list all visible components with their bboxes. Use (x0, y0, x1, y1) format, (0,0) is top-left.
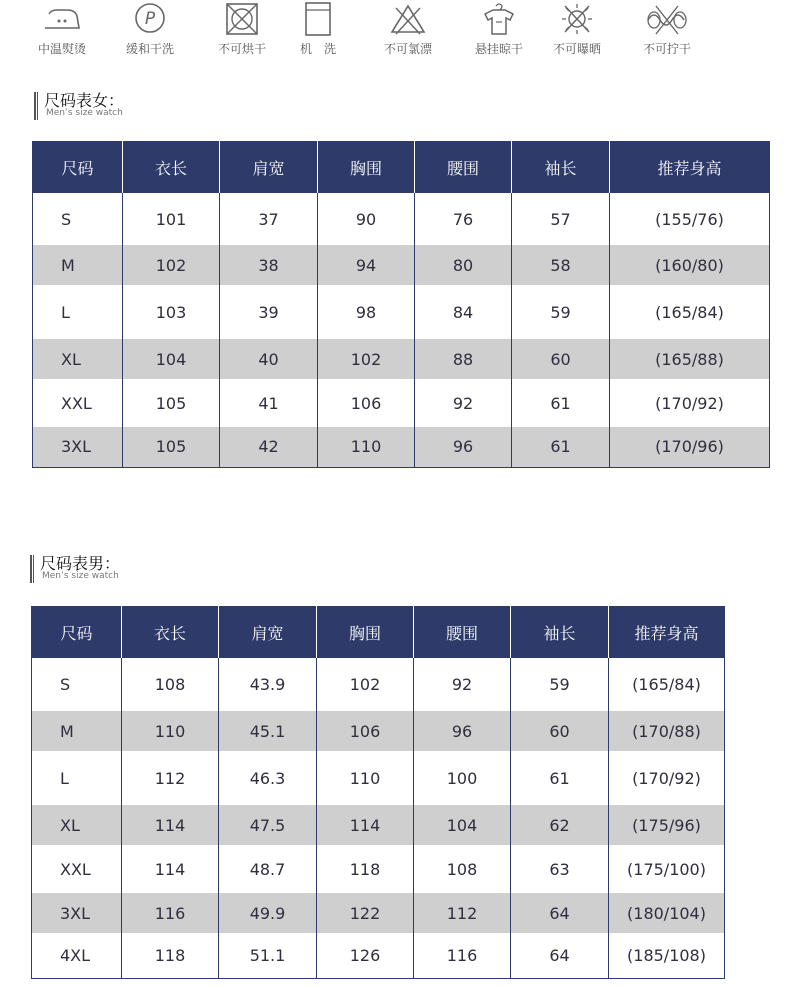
cell-chest: 102 (317, 658, 414, 711)
cell-shoulder: 46.3 (219, 751, 317, 805)
cell-length: 104 (123, 339, 220, 379)
table-row (33, 245, 770, 285)
cell-sleeve: 62 (511, 805, 609, 845)
col-header-size: 尺码 (33, 141, 123, 193)
care-item-hang-dry (459, 0, 539, 66)
cell-height: (185/108) (609, 933, 725, 978)
cell-size: XXL (32, 845, 122, 893)
dry-clean-p-icon (130, 2, 170, 38)
cell-waist: 92 (414, 658, 511, 711)
cell-shoulder: 38 (220, 245, 318, 285)
cell-waist: 92 (415, 379, 512, 427)
cell-waist: 96 (414, 711, 511, 751)
svg-text:P: P (144, 9, 156, 29)
table-row (33, 285, 770, 339)
cell-length: 116 (122, 893, 219, 933)
table-row (32, 893, 725, 933)
cell-length: 118 (122, 933, 219, 978)
no-bleach-icon (388, 2, 428, 38)
cell-chest: 102 (318, 339, 415, 379)
cell-shoulder: 49.9 (219, 893, 317, 933)
cell-size: S (32, 658, 122, 711)
cell-sleeve: 61 (512, 427, 610, 467)
cell-height: (170/92) (610, 379, 770, 427)
no-wring-icon (642, 2, 692, 38)
cell-size: L (32, 751, 122, 805)
women-title: 尺码表女： (44, 91, 125, 110)
care-label: 悬挂晾干 (474, 42, 523, 56)
cell-size: L (33, 285, 123, 339)
table-row (33, 193, 770, 245)
cell-chest: 122 (317, 893, 414, 933)
cell-size: 3XL (33, 427, 123, 467)
care-item-dryclean (110, 0, 190, 66)
col-header-shoulder: 肩宽 (219, 606, 317, 658)
cell-shoulder: 40 (220, 339, 318, 379)
iron-low-temp-icon (37, 2, 87, 38)
cell-height: (175/96) (609, 805, 725, 845)
women-size-table (32, 141, 770, 468)
cell-waist: 76 (415, 193, 512, 245)
cell-sleeve: 59 (512, 285, 610, 339)
care-label: 不可曝晒 (552, 42, 601, 56)
care-label: 缓和干洗 (125, 42, 174, 56)
cell-length: 102 (123, 245, 220, 285)
cell-sleeve: 60 (511, 711, 609, 751)
cell-height: (170/92) (609, 751, 725, 805)
care-item-no-wring (627, 0, 707, 66)
table-row (32, 933, 725, 978)
care-label: 不可氯漂 (383, 42, 432, 56)
cell-waist: 104 (414, 805, 511, 845)
cell-chest: 110 (318, 427, 415, 467)
col-header-size: 尺码 (32, 606, 122, 658)
care-item-iron (22, 0, 102, 66)
cell-height: (180/104) (609, 893, 725, 933)
cell-chest: 110 (317, 751, 414, 805)
col-header-height: 推荐身高 (610, 141, 770, 193)
col-header-sleeve: 袖长 (512, 141, 610, 193)
cell-sleeve: 64 (511, 893, 609, 933)
table-row (32, 805, 725, 845)
cell-chest: 126 (317, 933, 414, 978)
table-row (33, 379, 770, 427)
cell-size: XL (33, 339, 123, 379)
cell-length: 105 (123, 379, 220, 427)
care-item-no-bleach (368, 0, 448, 66)
cell-chest: 114 (317, 805, 414, 845)
care-item-machine-wash (278, 0, 358, 66)
col-header-chest: 胸围 (318, 141, 415, 193)
cell-size: XXL (33, 379, 123, 427)
cell-length: 108 (122, 658, 219, 711)
cell-waist: 84 (415, 285, 512, 339)
cell-size: XL (32, 805, 122, 845)
cell-size: M (33, 245, 123, 285)
care-label: 不可拧干 (642, 42, 691, 56)
cell-shoulder: 47.5 (219, 805, 317, 845)
col-header-waist: 腰围 (415, 141, 512, 193)
women-subtitle: Men’s size watch (46, 108, 123, 118)
cell-size: S (33, 193, 123, 245)
col-header-chest: 胸围 (317, 606, 414, 658)
table-row (32, 845, 725, 893)
table-row (32, 658, 725, 711)
cell-sleeve: 63 (511, 845, 609, 893)
no-sun-dry-icon (557, 2, 597, 38)
cell-shoulder: 37 (220, 193, 318, 245)
table-row (32, 751, 725, 805)
cell-shoulder: 42 (220, 427, 318, 467)
cell-sleeve: 57 (512, 193, 610, 245)
cell-shoulder: 41 (220, 379, 318, 427)
cell-sleeve: 60 (512, 339, 610, 379)
table-row (32, 711, 725, 751)
cell-length: 112 (122, 751, 219, 805)
cell-size: M (32, 711, 122, 751)
cell-length: 110 (122, 711, 219, 751)
cell-shoulder: 45.1 (219, 711, 317, 751)
col-header-length: 衣长 (123, 141, 220, 193)
cell-height: (165/84) (609, 658, 725, 711)
cell-waist: 108 (414, 845, 511, 893)
cell-height: (160/80) (610, 245, 770, 285)
cell-chest: 106 (317, 711, 414, 751)
cell-height: (165/88) (610, 339, 770, 379)
table-row (33, 339, 770, 379)
cell-sleeve: 61 (511, 751, 609, 805)
cell-height: (170/96) (610, 427, 770, 467)
cell-waist: 96 (415, 427, 512, 467)
cell-sleeve: 64 (511, 933, 609, 978)
men-size-table (31, 606, 725, 979)
col-header-height: 推荐身高 (609, 606, 725, 658)
care-instructions (0, 0, 790, 70)
cell-sleeve: 58 (512, 245, 610, 285)
hang-dry-icon (479, 2, 519, 38)
cell-height: (175/100) (609, 845, 725, 893)
cell-waist: 112 (414, 893, 511, 933)
cell-chest: 94 (318, 245, 415, 285)
col-header-sleeve: 袖长 (511, 606, 609, 658)
col-header-shoulder: 肩宽 (220, 141, 318, 193)
title-bar-divider (30, 555, 34, 583)
care-label: 不可烘干 (217, 42, 266, 56)
cell-chest: 118 (317, 845, 414, 893)
care-label: 机 洗 (299, 42, 336, 56)
cell-chest: 106 (318, 379, 415, 427)
table-row (33, 427, 770, 467)
cell-length: 114 (122, 805, 219, 845)
cell-length: 105 (123, 427, 220, 467)
cell-shoulder: 39 (220, 285, 318, 339)
cell-waist: 80 (415, 245, 512, 285)
cell-length: 101 (123, 193, 220, 245)
care-item-no-tumble (202, 0, 282, 66)
cell-shoulder: 51.1 (219, 933, 317, 978)
cell-sleeve: 59 (511, 658, 609, 711)
men-title: 尺码表男： (40, 554, 121, 573)
cell-shoulder: 48.7 (219, 845, 317, 893)
men-subtitle: Men’s size watch (42, 571, 119, 581)
table-header-row (33, 141, 770, 193)
cell-length: 103 (123, 285, 220, 339)
cell-sleeve: 61 (512, 379, 610, 427)
cell-chest: 90 (318, 193, 415, 245)
cell-length: 114 (122, 845, 219, 893)
cell-waist: 100 (414, 751, 511, 805)
cell-chest: 98 (318, 285, 415, 339)
cell-size: 3XL (32, 893, 122, 933)
title-bar-divider (34, 92, 38, 120)
col-header-length: 衣长 (122, 606, 219, 658)
cell-height: (165/84) (610, 285, 770, 339)
machine-wash-icon (298, 2, 338, 38)
cell-waist: 116 (414, 933, 511, 978)
cell-height: (155/76) (610, 193, 770, 245)
care-label: 中温熨烫 (37, 42, 86, 56)
cell-height: (170/88) (609, 711, 725, 751)
cell-shoulder: 43.9 (219, 658, 317, 711)
table-header-row (32, 606, 725, 658)
col-header-waist: 腰围 (414, 606, 511, 658)
care-item-no-sun (537, 0, 617, 66)
no-tumble-dry-icon (222, 2, 262, 38)
cell-size: 4XL (32, 933, 122, 978)
cell-waist: 88 (415, 339, 512, 379)
